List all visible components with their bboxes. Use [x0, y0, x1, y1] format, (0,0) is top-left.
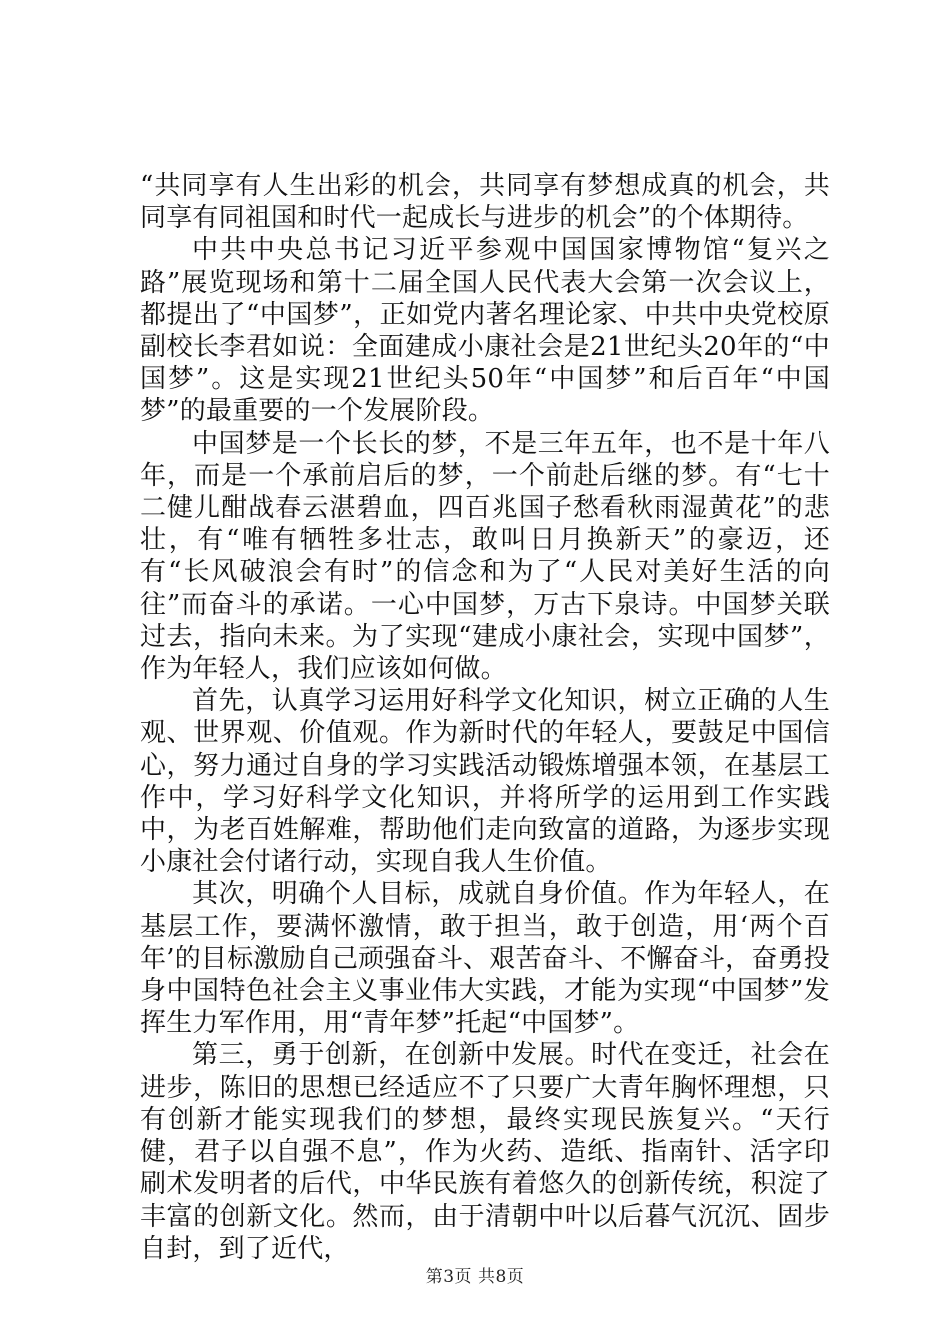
paragraph: 中共中央总书记习近平参观中国国家博物馆“复兴之路”展览现场和第十二届全国人民代表大会第一次会议上，都提出了“中国梦”，正如党内著名理论家、中共中央党校原副校长李君如说：全面建成小康社会是21世纪头20年的“中国梦”。这是实现21世纪头50年“中国梦”和后百年“中国梦”的最重要的一个发展阶段。: [140, 235, 830, 427]
page-number-footer: 第3页 共8页: [425, 1267, 525, 1287]
body-text: [140, 170, 830, 1265]
paragraph-continued: “共同享有人生出彩的机会，共同享有梦想成真的机会，共同享有同祖国和时代一起成长与进步的机会”的个体期待。: [140, 171, 830, 234]
paragraph: 其次，明确个人目标，成就自身价值。作为年轻人，在基层工作，要满怀激情，敢于担当，敢于创造，用‘两个百年’的目标激励自己顽强奋斗、艰苦奋斗、不懈奋斗，奋勇投身中国特色社会主义事业伟大实践，才能为实现“中国梦”发挥生力军作用，用“青年梦”托起“中国梦”。: [140, 879, 830, 1039]
paragraph: 中国梦是一个长长的梦，不是三年五年，也不是十年八年，而是一个承前启后的梦，一个前赴后继的梦。有“七十二健儿酣战春云湛碧血，四百兆国子愁看秋雨湿黄花”的悲壮，有“唯有牺牲多壮志，敢叫日月换新天”的豪迈，还有“长风破浪会有时”的信念和为了“人民对美好生活的向往”而奋斗的承诺。一心中国梦，万古下泉诗。中国梦关联过去，指向未来。为了实现“建成小康社会，实现中国梦”，作为年轻人，我们应该如何做。: [140, 428, 830, 685]
paragraph: 第三，勇于创新，在创新中发展。时代在变迁，社会在进步，陈旧的思想已经适应不了只要广大青年胸怀理想，只有创新才能实现我们的梦想，最终实现民族复兴。“天行健，君子以自强不息”，作为火药、造纸、指南针、活字印刷术发明者的后代，中华民族有着悠久的创新传统，积淀了丰富的创新文化。然而，由于清朝中叶以后暮气沉沉、固步自封，到了近代，: [140, 1040, 830, 1264]
paragraph: 首先，认真学习运用好科学文化知识，树立正确的人生观、世界观、价值观。作为新时代的年轻人，要鼓足中国信心，努力通过自身的学习实践活动锻炼增强本领，在基层工作中，学习好科学文化知识，并将所学的运用到工作实践中，为老百姓解难，帮助他们走向致富的道路，为逐步实现小康社会付诸行动，实现自我人生价值。: [140, 686, 830, 878]
